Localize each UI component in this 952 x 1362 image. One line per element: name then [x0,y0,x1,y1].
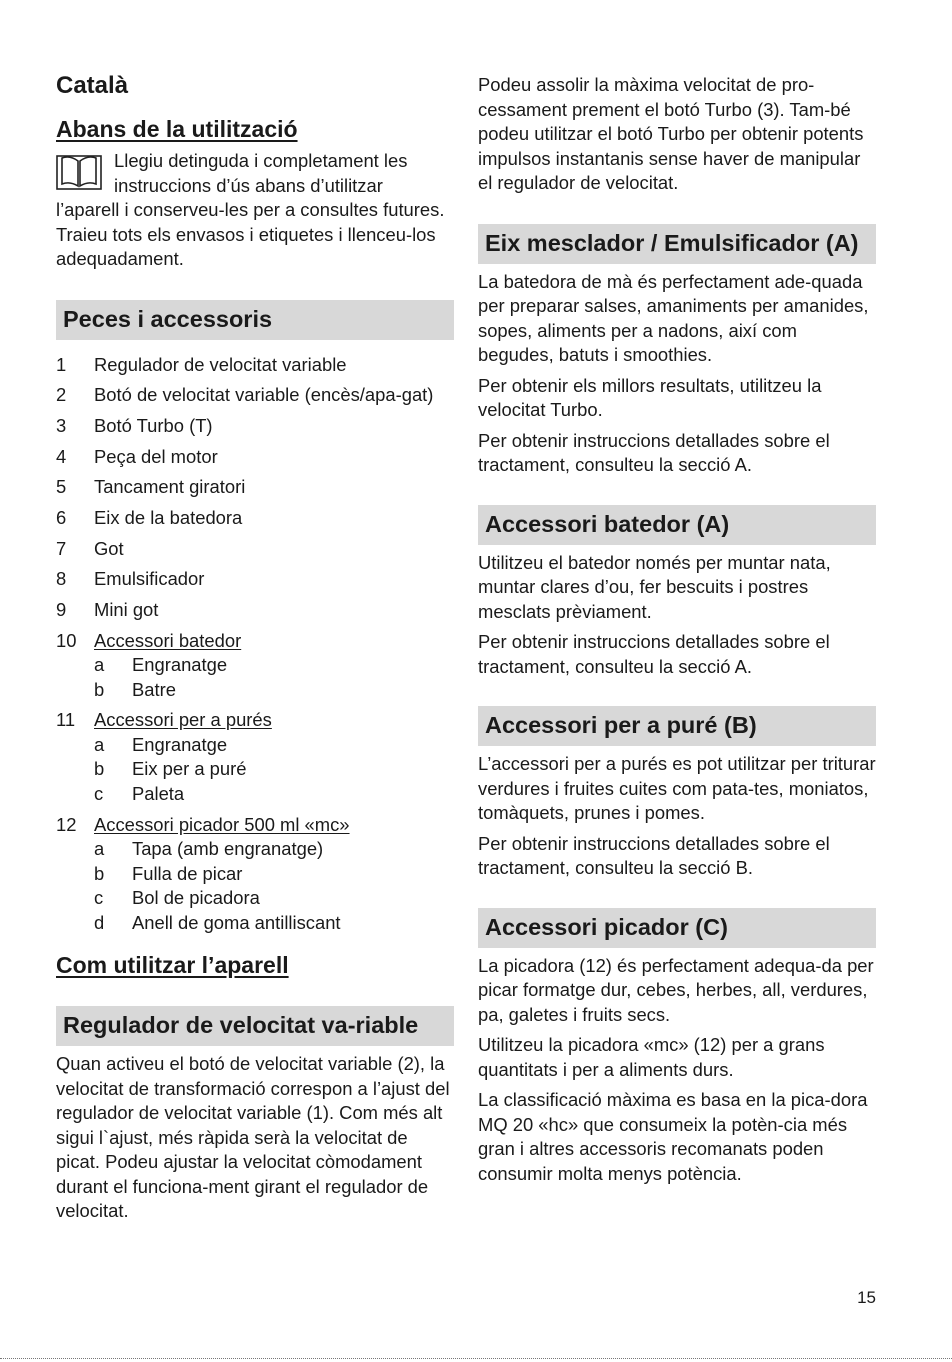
sub-item-letter: a [94,838,105,860]
turbo-text: Podeu assolir la màxima velocitat de pro-cessament prement el botó Turbo (3). Tam-bé podeu utilitzar el botó Turbo per obtenir potents impulsos instantanis sense haver de manipular el regulador de velocitat. [478,74,864,193]
sub-item [94,653,454,678]
whisk-text-2: Per obtenir instruccions detallades sobre el tractament, consulteu la secció A. [478,631,830,677]
item-number: 6 [56,506,67,528]
item-label: Accessori picador 500 ml «mc» [94,813,350,835]
sub-item-letter: c [94,887,104,909]
item-text [94,598,454,623]
item-text [94,353,454,378]
item-text [94,629,454,654]
sub-item-text: Anell de goma antilliscant [132,911,341,933]
parts-heading: Peces i accessoris [56,300,454,340]
before-use-text-rest: l’aparell i conserveu-les per a consultes futures. Traieu tots els envasos i etiquetes i llenceu-los adequadament. [56,199,445,269]
list-item [56,537,454,562]
item-label: Got [94,537,124,559]
sub-item-letter: a [94,654,105,676]
how-to-use-heading: Com utilitzar l’aparell [56,952,289,979]
item-text [94,445,454,470]
item-text [94,708,454,733]
item-number: 5 [56,476,67,498]
sub-item-text: Eix per a puré [132,758,247,780]
sub-list [56,837,454,935]
chopper-text-2: Utilitzeu la picadora «mc» (12) per a grans quantitats i per a aliments durs. [478,1034,825,1080]
item-text [94,475,454,500]
speed-text: Quan activeu el botó de velocitat variable (2), la velocitat de transformació correspon a l’ajust del regulador de velocitat variable (1). Com més alt sigui l`ajust, més ràpida serà la velocitat de picat. Podeu ajustar la velocitat còmodament durant el funciona-ment girant el regulador de velocitat. [56,1053,450,1222]
item-text [94,537,454,562]
sub-list [56,733,454,807]
sub-item-text: Bol de picadora [132,887,260,909]
puree-text-1: L’accessori per a purés es pot utilitzar per triturar verdures i fruites cuites com pata-tes, moniatos, tomàquets, prunes i pomes. [478,753,876,823]
page-divider [0,1358,952,1359]
sub-item [94,862,454,887]
before-use-text-first: Llegiu detinguda i completament les instruccions d’ús abans d’utilitzar [114,150,408,196]
list-item [56,445,454,470]
sub-item-text: Paleta [132,782,185,804]
sub-item [94,733,454,758]
item-label: Regulador de velocitat variable [94,353,347,375]
language-heading: Català [56,72,129,99]
sub-item [94,837,454,862]
item-number: 2 [56,384,67,406]
list-item [56,475,454,500]
sub-item [94,678,454,703]
sub-item-text: Fulla de picar [132,862,243,884]
item-number: 4 [56,445,67,467]
item-number: 9 [56,599,67,620]
item-number: 8 [56,568,67,590]
item-label: Accessori batedor [94,629,242,651]
item-text [94,506,454,531]
sub-item-text: Tapa (amb engranatge) [132,838,324,860]
puree-text-2: Per obtenir instruccions detallades sobre el tractament, consulteu la secció B. [478,832,830,878]
item-text [94,383,454,408]
item-text [94,414,454,439]
sub-item [94,911,454,936]
item-label: Tancament giratori [94,476,246,498]
shaft-text-1: La batedora de mà és perfectament ade-quada per preparar salses, amaniments per amanides, sopes, aliments per a nadons, així com begudes, batuts i smoothies. [478,270,869,365]
item-number: 3 [56,414,67,436]
item-label: Peça del motor [94,445,218,467]
list-item [56,353,454,378]
sub-item-letter: b [94,678,105,700]
item-label: Mini got [94,599,159,620]
before-use-heading: Abans de la utilització [56,116,298,142]
shaft-text-3: Per obtenir instruccions detallades sobre el tractament, consulteu la secció A. [478,429,830,475]
page-number: 15 [857,1288,876,1307]
item-label: Accessori per a purés [94,709,272,731]
whisk-text-1: Utilitzeu el batedor només per muntar nata, muntar clares d’ou, fer bescuits i postres mesclats prèviament. [478,551,831,622]
chopper-text-1: La picadora (12) és perfectament adequa-da per picar formatge dur, cebes, herbes, all, verdures, pa, galetes i fruits secs. [478,954,874,1025]
list-item [56,414,454,439]
list-item [56,567,454,592]
right-column [478,73,876,1186]
sub-item-text: Batre [132,678,176,700]
chopper-heading: Accessori picador (C) [478,908,876,948]
chopper-text-3: La classificació màxima es basa en la pica-dora MQ 20 «hc» que consumeix la potèn-cia més gran i altres accessoris recomanats poden consumir molta menys potència. [478,1089,868,1184]
shaft-heading: Eix mesclador / Emulsificador (A) [478,224,876,264]
item-text [94,813,454,838]
list-item [56,813,454,838]
left-column [56,70,454,1224]
sub-item [94,782,454,807]
sub-item-text: Engranatge [132,654,228,676]
item-number: 11 [56,709,76,731]
sub-list [56,653,454,702]
sub-item-letter: b [94,758,105,780]
item-text [94,567,454,592]
puree-heading: Accessori per a puré (B) [478,706,876,746]
sub-item-letter: d [94,911,105,933]
whisk-heading: Accessori batedor (A) [478,505,876,545]
item-number: 12 [56,813,77,835]
before-use-section [56,149,454,272]
parts-list [56,353,454,936]
sub-item-letter: a [94,733,105,755]
shaft-text-2: Per obtenir els millors resultats, utilitzeu la velocitat Turbo. [478,374,822,420]
item-label: Botó de velocitat variable (encès/apa-gat) [94,384,434,406]
sub-item-letter: b [94,862,105,884]
list-item [56,598,454,623]
list-item [56,708,454,733]
item-number: 7 [56,537,67,559]
sub-item [94,886,454,911]
list-item [56,629,454,654]
list-item [56,506,454,531]
item-number: 10 [56,629,77,651]
speed-heading: Regulador de velocitat va-riable [56,1006,454,1046]
sub-item [94,757,454,782]
item-number: 1 [56,353,67,375]
item-label: Botó Turbo (T) [94,414,213,436]
item-label: Eix de la batedora [94,506,243,528]
sub-item-letter: c [94,782,104,804]
list-item [56,383,454,408]
item-label: Emulsificador [94,568,205,590]
book-icon [56,153,102,191]
sub-item-text: Engranatge [132,733,228,755]
